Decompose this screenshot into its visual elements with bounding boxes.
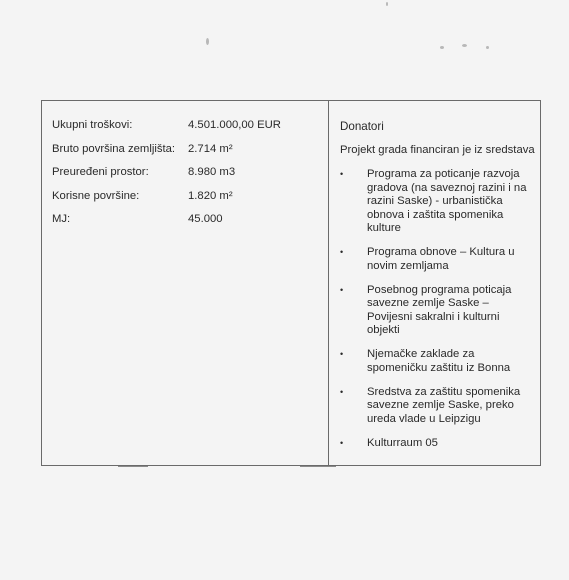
cost-row (52, 119, 322, 143)
cost-value: 8.980 m3 (188, 166, 236, 178)
cost-row (52, 166, 322, 190)
cost-value: 45.000 (188, 213, 223, 225)
list-item (340, 348, 535, 375)
list-item (340, 246, 535, 273)
cost-row (52, 190, 322, 214)
bullet-icon: • (340, 284, 344, 295)
column-divider (328, 101, 329, 465)
scan-speck (206, 38, 209, 45)
donors-column (340, 120, 535, 461)
donor-text: Programa obnove – Kultura u novim zemljama (367, 246, 515, 272)
donor-text: Njemačke zaklade za spomeničku zaštitu iz Bonna (367, 348, 511, 374)
donors-list (340, 168, 535, 450)
scan-speck (462, 44, 467, 47)
cost-row (52, 213, 322, 237)
bullet-icon: • (340, 437, 344, 448)
cost-value: 2.714 m² (188, 142, 233, 155)
scan-line (300, 466, 336, 467)
donors-heading: Donatori (340, 120, 384, 133)
scan-speck (440, 46, 444, 49)
cost-label: MJ: (52, 213, 71, 225)
list-item (340, 284, 535, 338)
list-item (340, 168, 535, 236)
scan-speck (486, 46, 489, 49)
donor-text: Posebnog programa poticaja savezne zemlje Saske – Povijesni sakralni i kulturni objekti (367, 283, 512, 336)
project-info-table (41, 100, 541, 466)
cost-label: Preuređeni prostor: (52, 166, 149, 178)
scan-speck (386, 2, 388, 6)
cost-label: Ukupni troškovi: (52, 119, 133, 131)
cost-value: 1.820 m² (188, 189, 233, 202)
donors-intro: Projekt grada financiran je iz sredstava (340, 143, 535, 156)
bullet-icon: • (340, 386, 344, 397)
bullet-icon: • (340, 169, 344, 179)
costs-column (52, 119, 322, 237)
cost-label: Korisne površine: (52, 189, 140, 202)
bullet-icon: • (340, 247, 344, 257)
scan-line (118, 466, 148, 467)
donor-text: Kulturraum 05 (367, 436, 438, 449)
cost-row (52, 143, 322, 167)
cost-value: 4.501.000,00 EUR (188, 119, 281, 131)
cost-label: Bruto površina zemljišta: (52, 142, 176, 155)
donor-text: Sredstva za zaštitu spomenika savezne zemlje Saske, preko ureda vlade u Leipzigu (367, 385, 521, 425)
list-item (340, 386, 535, 427)
donor-text: Programa za poticanje razvoja gradova (na saveznoj razini i na razini Saske) - urbanistička obnova i zaštita spomenika kulture (367, 168, 527, 234)
bullet-icon: • (340, 349, 344, 359)
list-item (340, 437, 535, 451)
